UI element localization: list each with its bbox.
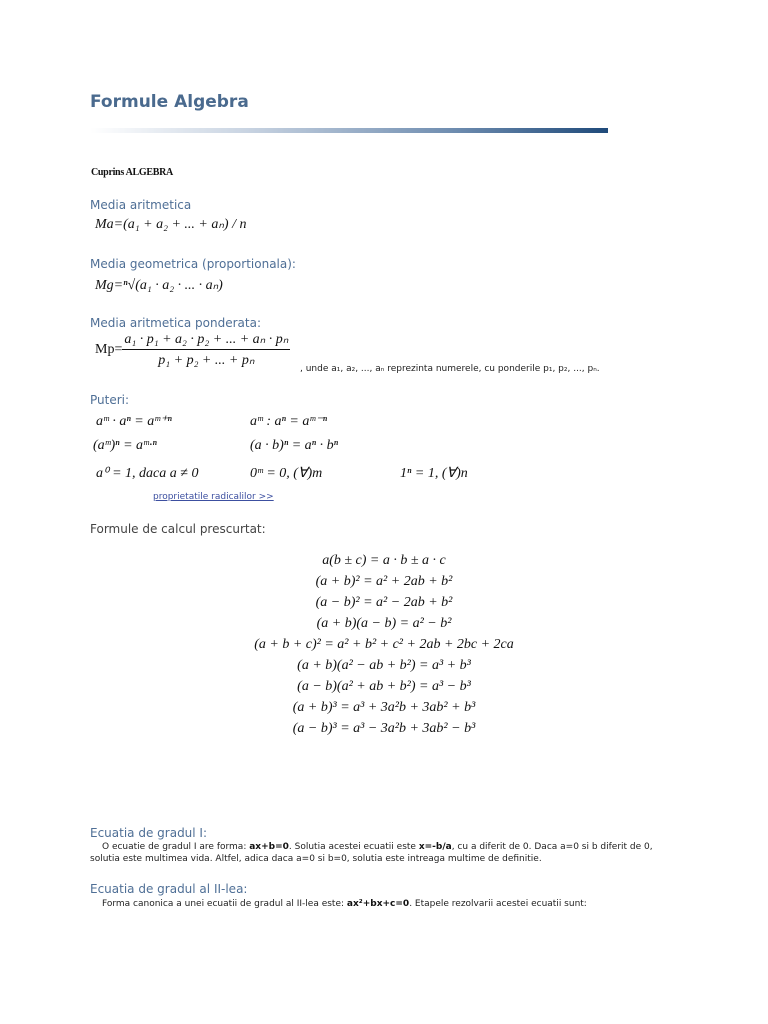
formula-puteri-3-1: a⁰ = 1, daca a ≠ 0: [96, 466, 199, 481]
ponderata-fraction: [122, 331, 290, 369]
formula-puteri-3-2: 0ᵐ = 0, (∀)m: [250, 466, 323, 481]
paragraph-ecuatia-gradul-2: [102, 898, 692, 910]
formula-prescurtat-9: (a − b)³ = a³ − 3a²b + 3ab² − b³: [292, 721, 476, 736]
formula-media-aritmetica: Ma=(a₁ + a₂ + ... + aₙ) / n: [95, 217, 247, 232]
formula-prescurtat-6: (a + b)(a² − ab + b²) = a³ + b³: [297, 658, 471, 673]
formula-prescurtat-4: (a + b)(a − b) = a² − b²: [316, 616, 452, 631]
formula-prescurtat-2: (a + b)² = a² + 2ab + b²: [315, 574, 453, 589]
formula-prescurtat-7: (a − b)(a² + ab + b²) = a³ − b³: [297, 679, 471, 694]
paragraph-ecuatia-gradul-1: [90, 841, 680, 865]
ec2-form: ax²+bx+c=0: [346, 899, 410, 909]
formula-puteri-2-1: (aᵐ)ⁿ = aᵐ·ⁿ: [93, 438, 157, 453]
heading-ecuatia-gradul-1: Ecuatia de gradul I:: [90, 826, 208, 840]
formula-media-geometrica: Mg=ⁿ√(a₁ · a₂ · ... · aₙ): [95, 278, 223, 293]
ponderata-lhs: Mp=: [95, 342, 123, 357]
formula-puteri-3-3: 1ⁿ = 1, (∀)n: [400, 466, 468, 481]
heading-puteri: Puteri:: [90, 393, 130, 407]
heading-media-aritmetica: Media aritmetica: [90, 198, 192, 212]
ponderata-numerator: a₁ · p₁ + a₂ · p₂ + ... + aₙ · pₙ: [122, 331, 290, 350]
ec1-text-2: . Solutia acestei ecuatii este: [288, 842, 419, 852]
ec1-solution: x=-b/a: [418, 842, 452, 852]
title-underline: [90, 128, 608, 133]
page-title: Formule Algebra: [90, 92, 249, 112]
heading-calcul-prescurtat: Formule de calcul prescurtat:: [90, 522, 266, 536]
contents-label: Cuprins ALGEBRA: [91, 167, 173, 178]
ec2-text-1: Forma canonica a unei ecuatii de gradul al II-lea este:: [102, 899, 347, 909]
heading-ecuatia-gradul-2: Ecuatia de gradul al II-lea:: [90, 882, 248, 896]
ec1-text-3: , cu a diferit de 0. Daca a=0 si b diferit de 0, solutia este multimea vida. Altfel, adica daca a=0 si b=0, solutia este intreaga multime de definitie.: [90, 842, 653, 864]
calcul-prescurtat-list: [0, 550, 768, 739]
ponderata-note: , unde a₁, a₂, ..., aₙ reprezinta numerele, cu ponderile p₁, p₂, ..., pₙ.: [300, 364, 600, 374]
formula-puteri-1-1: aᵐ · aⁿ = aᵐ⁺ⁿ: [96, 414, 172, 429]
ec1-text-1: O ecuatie de gradul I are forma:: [102, 842, 250, 852]
formula-prescurtat-3: (a − b)² = a² − 2ab + b²: [315, 595, 453, 610]
formula-prescurtat-5: (a + b + c)² = a² + b² + c² + 2ab + 2bc + 2ca: [254, 637, 514, 652]
link-proprietatile-radicalilor[interactable]: proprietatile radicalilor >>: [153, 492, 274, 502]
ec2-text-2: . Etapele rezolvarii acestei ecuatii sunt:: [409, 899, 587, 909]
heading-media-ponderata: Media aritmetica ponderata:: [90, 316, 262, 330]
ec1-form: ax+b=0: [249, 842, 289, 852]
heading-media-geometrica: Media geometrica (proportionala):: [90, 257, 296, 271]
formula-media-ponderata: [95, 331, 290, 369]
formula-puteri-1-2: aᵐ : aⁿ = aᵐ⁻ⁿ: [250, 414, 327, 429]
formula-prescurtat-1: a(b ± c) = a · b ± a · c: [322, 553, 446, 568]
formula-prescurtat-8: (a + b)³ = a³ + 3a²b + 3ab² + b³: [292, 700, 476, 715]
ponderata-denominator: p₁ + p₂ + ... + pₙ: [158, 353, 255, 368]
formula-puteri-2-2: (a · b)ⁿ = aⁿ · bⁿ: [250, 438, 338, 453]
